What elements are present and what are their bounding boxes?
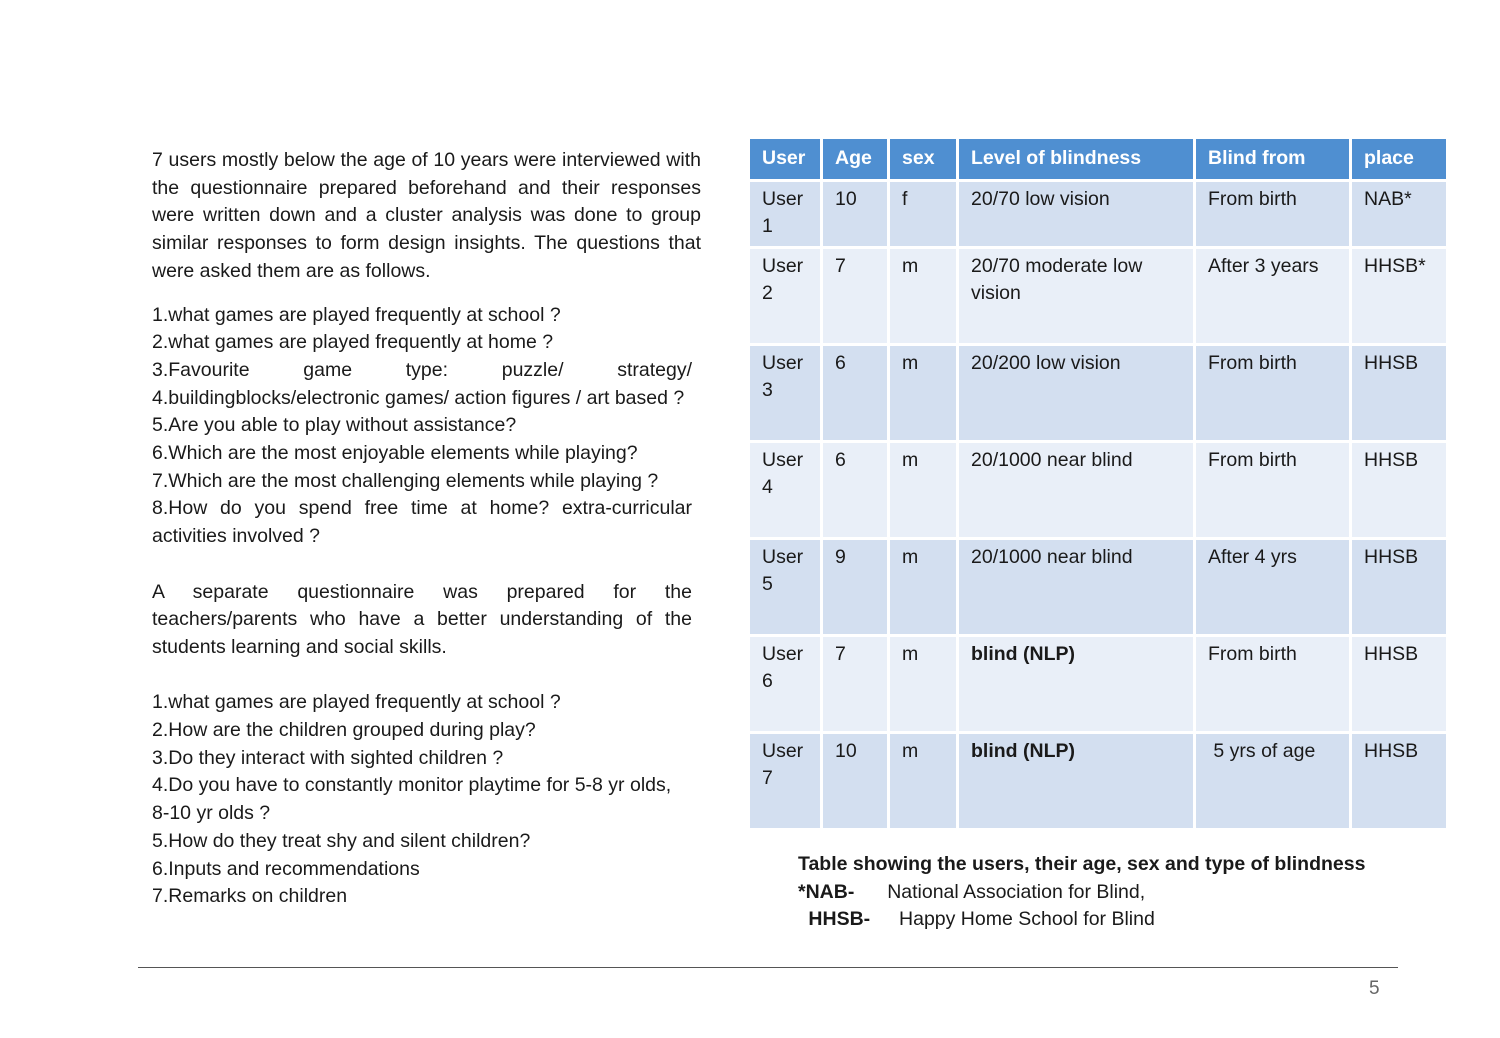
- table-row: [750, 734, 1446, 828]
- header-cell: User: [750, 139, 820, 179]
- table-row: [750, 249, 1446, 343]
- table-cell: 5 yrs of age: [1196, 734, 1349, 828]
- table-cell: After 4 yrs: [1196, 540, 1349, 634]
- table-cell: 20/1000 near blind: [959, 443, 1193, 537]
- caption-title: Table showing the users, their age, sex and type of blindness: [798, 853, 1366, 875]
- table-cell: NAB*: [1352, 182, 1446, 246]
- question-item: 8.How do you spend free time at home? extra-curricular activities involved ?: [152, 497, 692, 548]
- table-cell: User 4: [750, 443, 820, 537]
- table-cell: 20/1000 near blind: [959, 540, 1193, 634]
- users-table-container: [750, 139, 1446, 828]
- question-item: 3.Favourite game type: puzzle/ strategy/ 4.buildingblocks/electronic games/ action figures / art based ?: [152, 358, 692, 409]
- table-cell: 7: [823, 249, 887, 343]
- abbreviation-hhsb: [798, 906, 1376, 934]
- table-cell: 20/70 moderate low vision: [959, 249, 1193, 343]
- abbreviation-nab: [798, 879, 1376, 907]
- question-item: 5.Are you able to play without assistance?: [152, 414, 517, 437]
- table-cell: 9: [823, 540, 887, 634]
- table-caption: [798, 851, 1376, 934]
- page-number: 5: [1369, 978, 1380, 999]
- teacher-questions: [152, 689, 702, 911]
- question-item: 2.what games are played frequently at home ?: [152, 331, 554, 354]
- table-cell: m: [890, 249, 956, 343]
- teacher-intro-paragraph: A separate questionnaire was prepared for the teachers/parents who have a better understanding of the students learning and social skills.: [152, 580, 692, 658]
- abbreviation-key: HHSB-: [808, 908, 871, 931]
- table-cell: From birth: [1196, 346, 1349, 440]
- table-cell: m: [890, 637, 956, 731]
- table-cell: 10: [823, 182, 887, 246]
- table-row: [750, 443, 1446, 537]
- table-cell: User 3: [750, 346, 820, 440]
- table-cell: blind (NLP): [959, 637, 1193, 731]
- question-item: 1.what games are played frequently at school ?: [152, 303, 561, 326]
- abbreviation-value: Happy Home School for Blind: [899, 908, 1155, 931]
- left-column: [152, 147, 702, 911]
- table-row: [750, 346, 1446, 440]
- table-cell: 7: [823, 637, 887, 731]
- header-cell: sex: [890, 139, 956, 179]
- table-cell: 6: [823, 346, 887, 440]
- table-row: [750, 540, 1446, 634]
- question-item: 1.what games are played frequently at school ?: [152, 691, 561, 714]
- table-cell: From birth: [1196, 637, 1349, 731]
- table-cell: 6: [823, 443, 887, 537]
- table-cell: User 7: [750, 734, 820, 828]
- question-item: 4.Do you have to constantly monitor playtime for 5-8 yr olds, 8-10 yr olds ?: [152, 774, 672, 825]
- table-cell: HHSB: [1352, 346, 1446, 440]
- header-cell: Level of blindness: [959, 139, 1193, 179]
- users-table: [747, 136, 1449, 831]
- header-cell: Blind from: [1196, 139, 1349, 179]
- table-row: [750, 182, 1446, 246]
- abbreviation-value: National Association for Blind,: [887, 880, 1146, 903]
- table-cell: From birth: [1196, 443, 1349, 537]
- question-item: 6.Which are the most enjoyable elements while playing?: [152, 442, 638, 465]
- table-cell: m: [890, 734, 956, 828]
- table-cell: HHSB: [1352, 637, 1446, 731]
- table-cell: User 6: [750, 637, 820, 731]
- table-cell: f: [890, 182, 956, 246]
- table-cell: 20/200 low vision: [959, 346, 1193, 440]
- question-item: 3.Do they interact with sighted children ?: [152, 746, 504, 769]
- table-header-row: [750, 139, 1446, 179]
- table-cell: User 5: [750, 540, 820, 634]
- table-cell: From birth: [1196, 182, 1349, 246]
- table-cell: HHSB: [1352, 734, 1446, 828]
- table-cell: User 1: [750, 182, 820, 246]
- table-cell: m: [890, 540, 956, 634]
- table-cell: 10: [823, 734, 887, 828]
- table-cell: User 2: [750, 249, 820, 343]
- table-cell: 20/70 low vision: [959, 182, 1193, 246]
- table-cell: HHSB*: [1352, 249, 1446, 343]
- table-cell: HHSB: [1352, 540, 1446, 634]
- question-item: 6.Inputs and recommendations: [152, 857, 420, 880]
- abbreviation-key: *NAB-: [798, 880, 855, 903]
- header-cell: Age: [823, 139, 887, 179]
- intro-paragraph: 7 users mostly below the age of 10 years were interviewed with the questionnaire prepared beforehand and their responses were written down and a cluster analysis was done to group similar responses to form design insights. The questions that were asked them are as follows.: [152, 149, 701, 282]
- table-cell: m: [890, 346, 956, 440]
- table-cell: After 3 years: [1196, 249, 1349, 343]
- table-cell: m: [890, 443, 956, 537]
- question-item: 2.How are the children grouped during play?: [152, 719, 536, 742]
- table-cell: blind (NLP): [959, 734, 1193, 828]
- header-cell: place: [1352, 139, 1446, 179]
- question-item: 5.How do they treat shy and silent children?: [152, 829, 531, 852]
- table-row: [750, 637, 1446, 731]
- question-item: 7.Which are the most challenging elements while playing ?: [152, 469, 659, 492]
- footer-divider: [138, 967, 1398, 968]
- table-cell: HHSB: [1352, 443, 1446, 537]
- question-item: 7.Remarks on children: [152, 885, 348, 908]
- student-questions: [152, 302, 702, 551]
